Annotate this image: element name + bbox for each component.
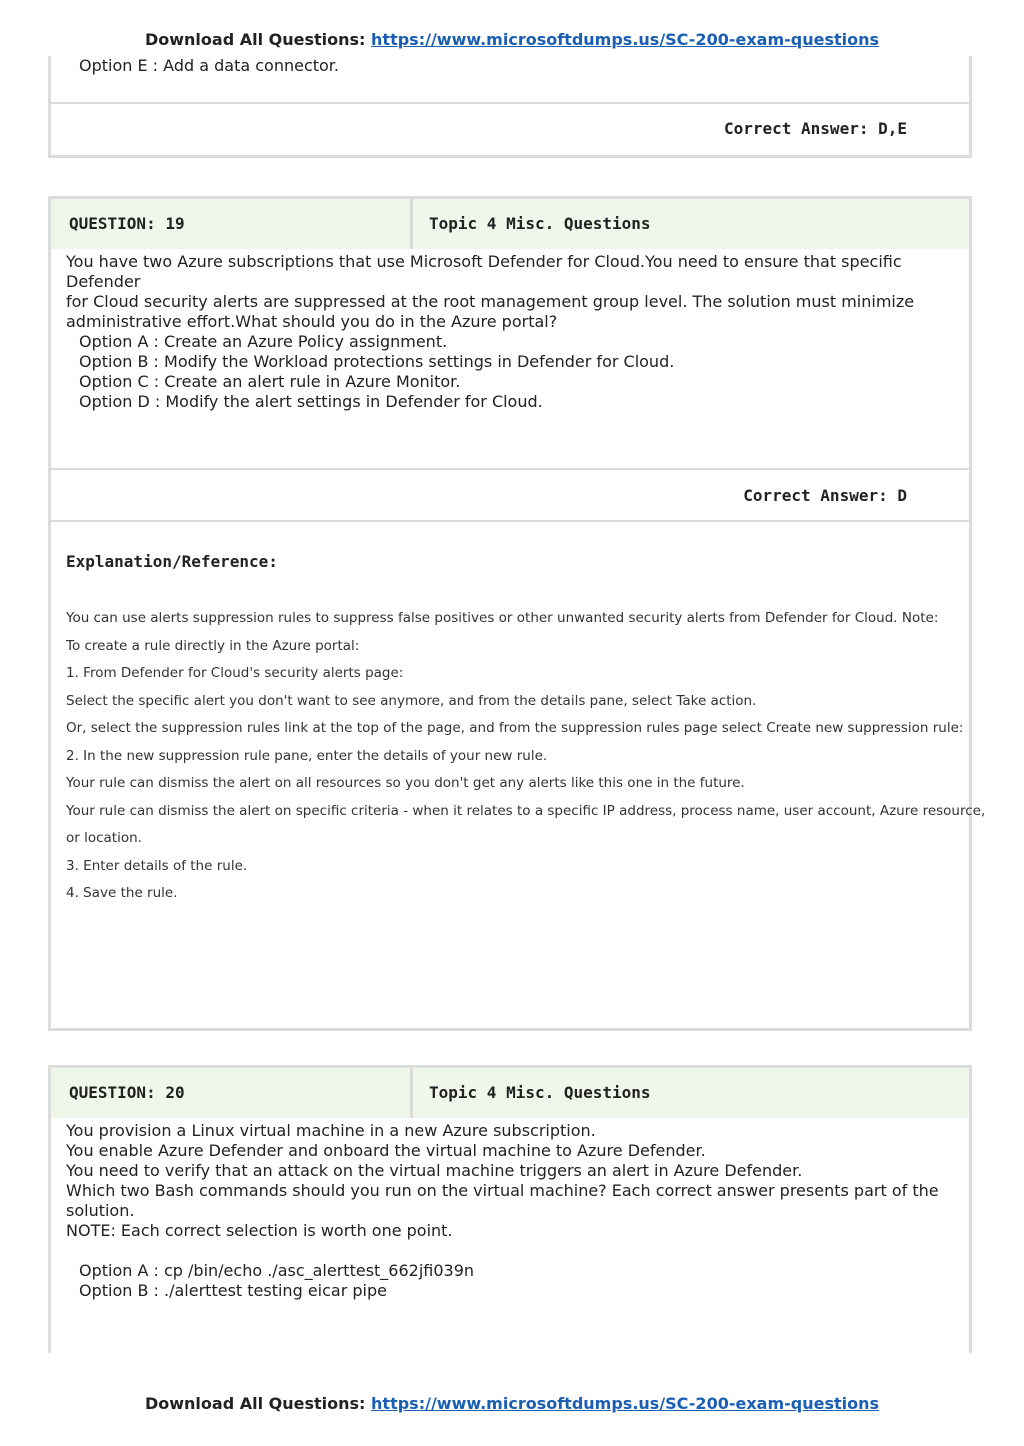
explanation-line: 4. Save the rule. [66,885,178,901]
question-text [66,252,954,332]
explanation-line: Or, select the suppression rules link at the top of the page, and from the suppression rules page select Create new suppression rule: [66,720,964,736]
divider [51,468,969,470]
download-label: Download All Questions: [144,30,366,49]
explanation-body [66,605,986,908]
explanation-line: or location. [66,830,142,846]
option-c: Option C : Create an alert rule in Azure Monitor. [79,372,461,391]
option-d: Option D : Modify the alert settings in Defender for Cloud. [79,392,543,411]
question-card-19 [48,196,986,1031]
option-list [79,332,674,412]
divider [51,102,969,104]
download-footer [0,1394,1024,1413]
option-a: Option A : Create an Azure Policy assignment. [79,332,448,351]
download-header [0,30,1024,49]
question-text-line: You need to verify that an attack on the virtual machine triggers an alert in Azure Defender. [66,1161,803,1180]
question-text-line: administrative effort.What should you do in the Azure portal? [66,312,558,331]
divider [51,520,969,522]
explanation-line: 3. Enter details of the rule. [66,857,248,874]
question-text-line: You enable Azure Defender and onboard the virtual machine to Azure Defender. [66,1141,706,1160]
question-card-20 [48,1065,972,1353]
question-text-line: NOTE: Each correct selection is worth one point. [66,1221,453,1240]
question-topic: Topic 4 Misc. Questions [429,214,651,233]
explanation-line: Your rule can dismiss the alert on all resources so you don't get any alerts like this one in the future. [66,775,745,791]
explanation-title: Explanation/Reference: [66,552,278,571]
option-b: Option B : Modify the Workload protections settings in Defender for Cloud. [79,352,675,371]
question-text-line: solution. [66,1201,135,1220]
option-list [79,1261,474,1301]
question-number: QUESTION: 19 [51,199,413,249]
correct-answer: Correct Answer: D,E [723,119,907,138]
previous-question-card [48,56,972,158]
question-text [66,1121,954,1241]
question-text-line: You have two Azure subscriptions that use Microsoft Defender for Cloud.You need to ensure that specific Defender [66,252,902,291]
explanation-line: To create a rule directly in the Azure portal: [66,637,360,654]
option-b: Option B : ./alerttest testing eicar pipe [79,1281,387,1300]
download-link[interactable]: https://www.microsoftdumps.us/SC-200-exam-questions [371,1394,880,1413]
explanation-line: You can use alerts suppression rules to suppress false positives or other unwanted security alerts from Defender for Cloud. Note: [66,610,939,626]
question-number: QUESTION: 20 [51,1068,413,1118]
download-link[interactable]: https://www.microsoftdumps.us/SC-200-exam-questions [371,30,880,49]
question-header [51,1068,969,1118]
option-a: Option A : cp /bin/echo ./asc_alerttest_662jfi039n [79,1261,475,1280]
question-text-line: Which two Bash commands should you run on the virtual machine? Each correct answer presents part of the [66,1181,939,1200]
correct-answer: Correct Answer: D [743,486,907,505]
question-topic: Topic 4 Misc. Questions [429,1083,651,1102]
question-text-line: for Cloud security alerts are suppressed at the root management group level. The solution must minimize [66,292,915,311]
explanation-line: 1. From Defender for Cloud's security alerts page: [66,665,404,681]
question-text-line: You provision a Linux virtual machine in a new Azure subscription. [66,1121,596,1140]
explanation-line: Your rule can dismiss the alert on specific criteria - when it relates to a specific IP address, process name, user account, Azure resource, [66,802,986,819]
question-header [51,199,969,249]
explanation-line: 2. In the new suppression rule pane, enter the details of your new rule. [66,747,548,764]
option-e: Option E : Add a data connector. [79,56,339,75]
download-label: Download All Questions: [144,1394,366,1413]
explanation-line: Select the specific alert you don't want to see anymore, and from the details pane, select Take action. [66,692,757,709]
